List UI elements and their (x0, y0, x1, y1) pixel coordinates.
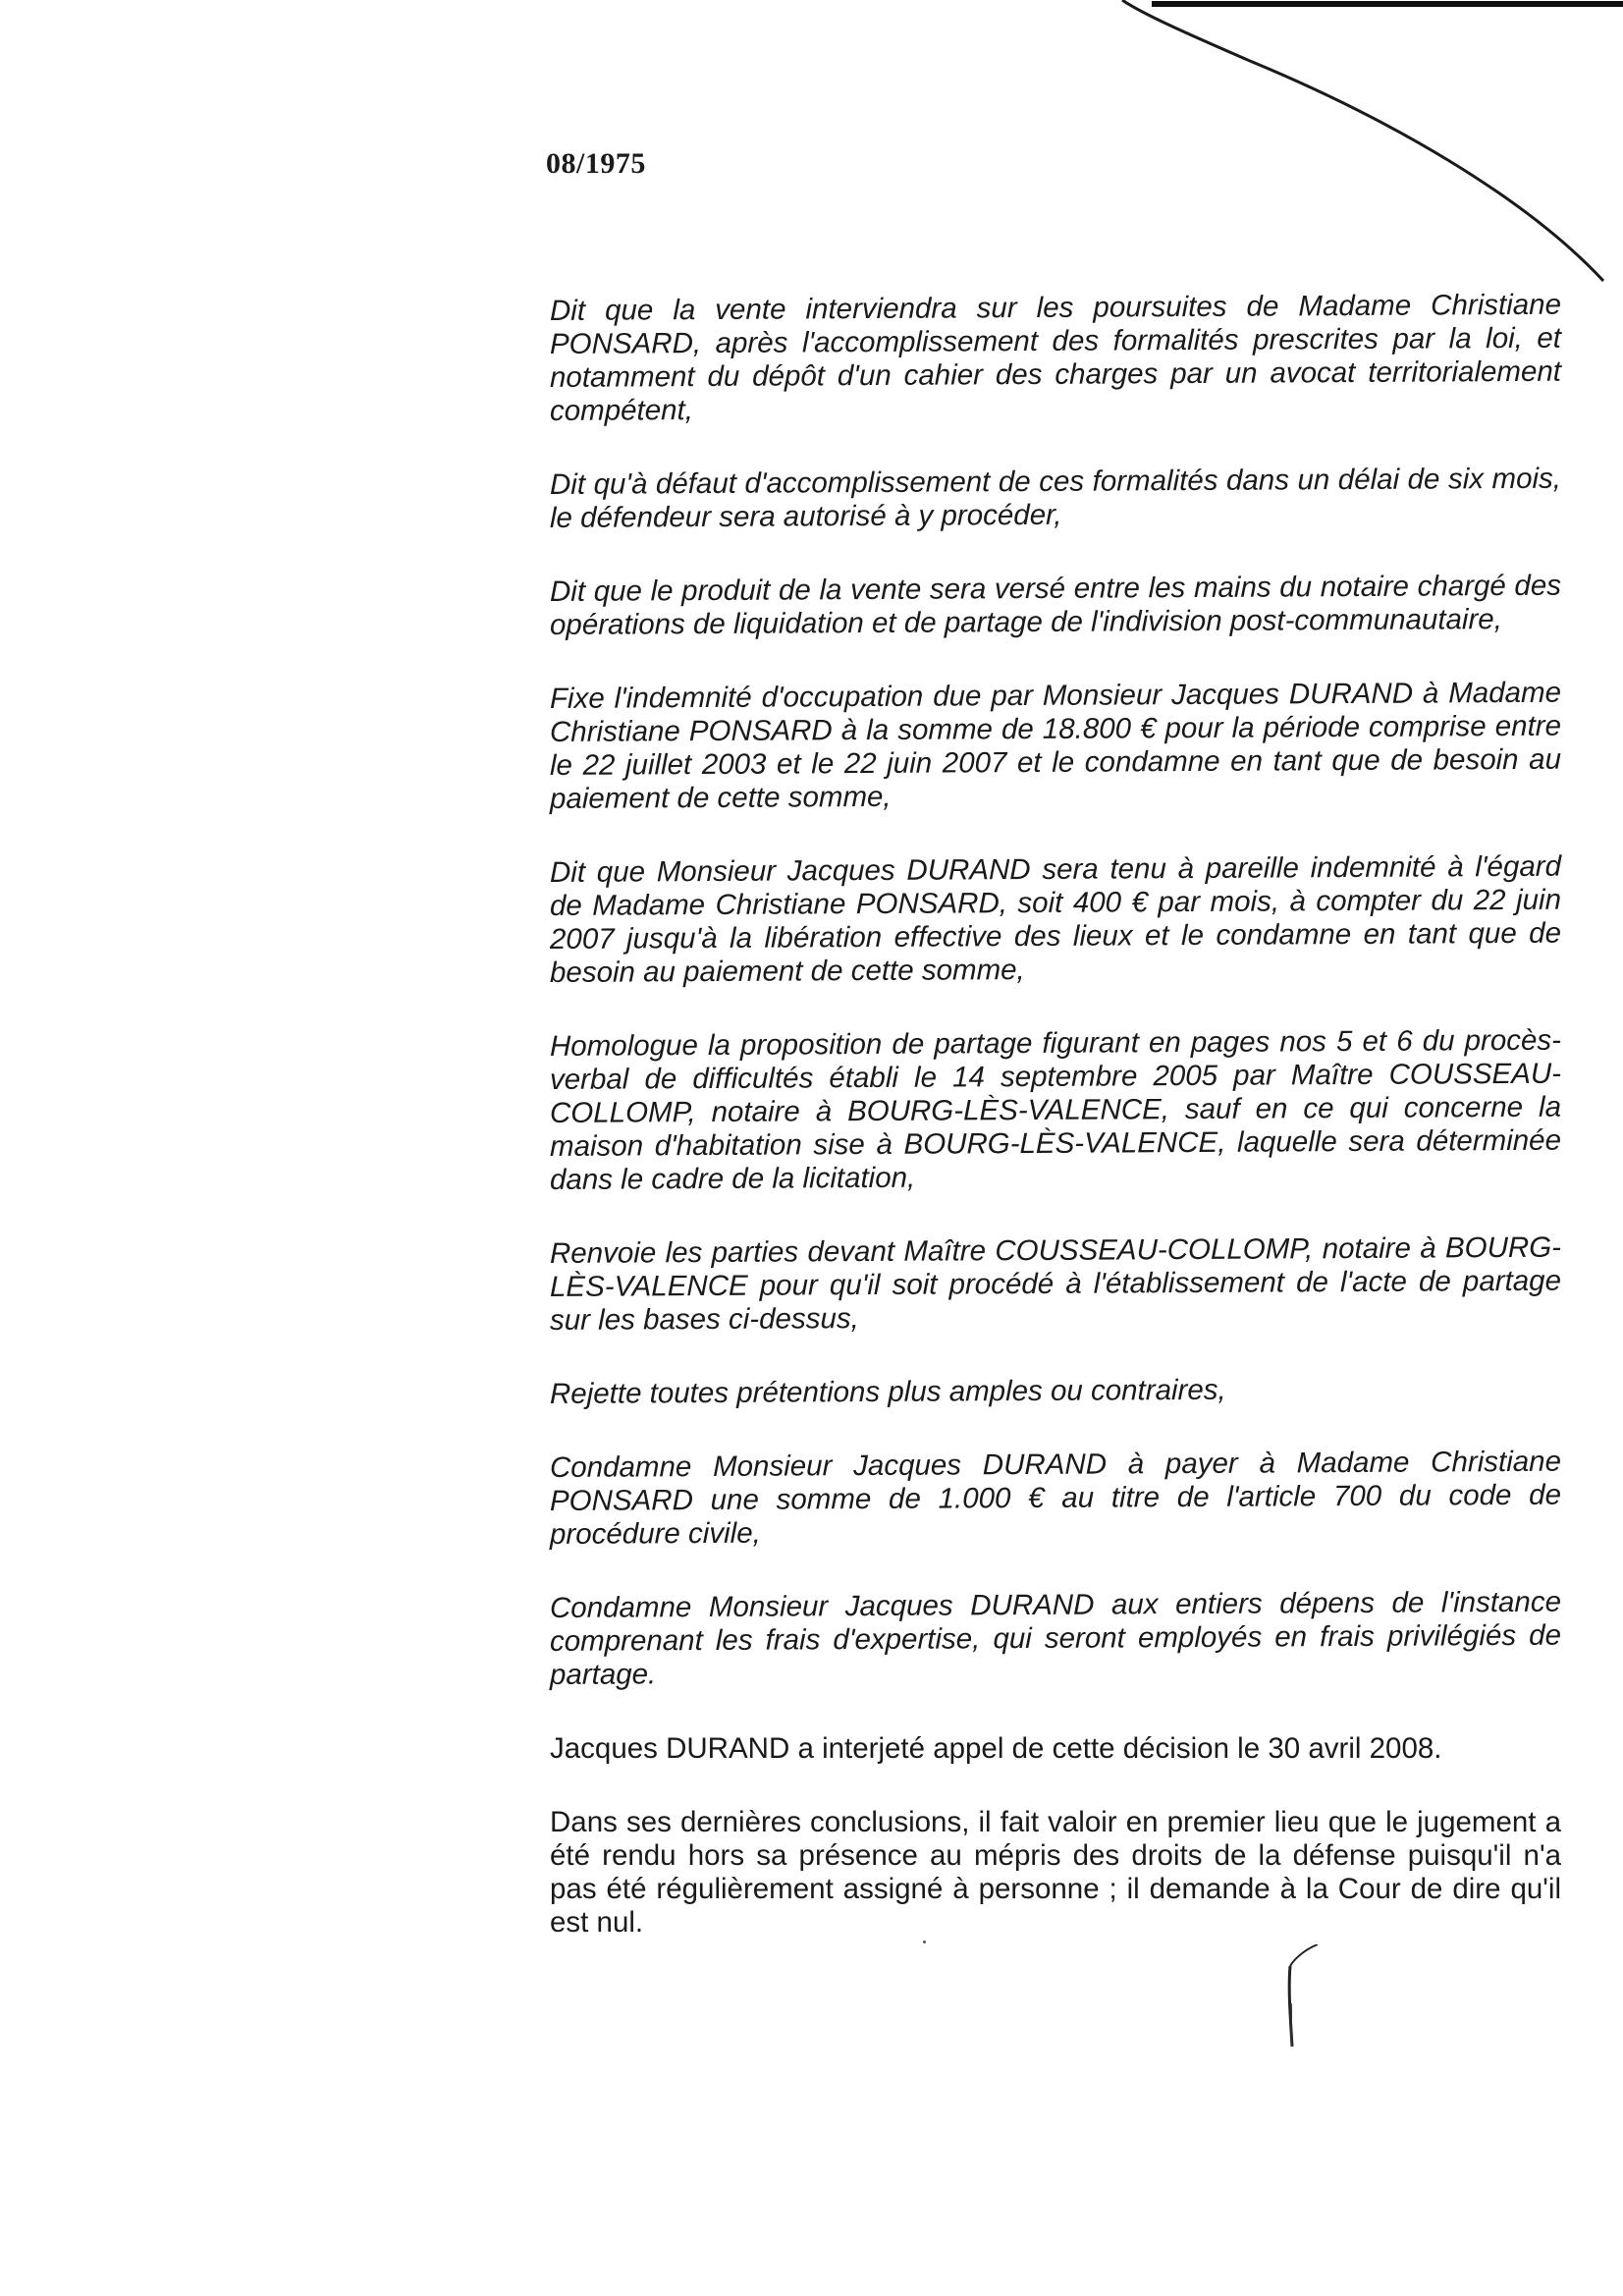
paragraph-renvoie: Renvoie les parties devant Maître COUSSEAU-COLLOMP, notaire à BOURG-LÈS-VALENCE pour qu'il soit procédé à l'établissement de l'acte de partage sur les bases ci-dessus, (550, 1230, 1561, 1337)
paragraph-pareille-indemnite: Dit que Monsieur Jacques DURAND sera tenu à pareille indemnité à l'égard de Madame Christiane PONSARD, soit 400 € par mois, à compter du 22 juin 2007 jusqu'à la libération effective des lieux et le condamne en tant que de besoin au paiement de cette somme, (550, 849, 1561, 989)
judgment-text (550, 288, 1561, 1980)
paragraph-defaut: Dit qu'à défaut d'accomplissement de ces formalités dans un délai de six mois, le défendeur sera autorisé à y procéder, (550, 462, 1561, 534)
case-reference-number: 08/1975 (546, 147, 646, 180)
paragraph-rejette: Rejette toutes prétentions plus amples ou contraires, (550, 1373, 1226, 1410)
paragraph-article-700: Condamne Monsieur Jacques DURAND à payer à Madame Christiane PONSARD une somme de 1.000 € au titre de l'article 700 du code de procédure civile, (550, 1445, 1561, 1551)
paragraph-produit: Dit que le produit de la vente sera versé entre les mains du notaire chargé des opérations de liquidation et de partage de l'indivision post-communautaire, (550, 569, 1561, 641)
folded-corner (1014, 0, 1623, 295)
paragraph-appel: Jacques DURAND a interjeté appel de cette décision le 30 avril 2008. (550, 1732, 1442, 1765)
paragraph-conclusions: Dans ses dernières conclusions, il fait valoir en premier lieu que le jugement a été rendu hors sa présence au mépris des droits de la défense puisqu'il n'a pas été régulièrement assigné à personne ; il demande à la Cour de dire qu'il est nul. (550, 1806, 1561, 1939)
paragraph-vente: Dit que la vente interviendra sur les poursuites de Madame Christiane PONSARD, après l'accomplissement des formalités prescrites par la loi, et notamment du dépôt d'un cahier des charges par un avocat territorialement compétent, (550, 288, 1561, 427)
scan-speck (923, 1941, 926, 1943)
paragraph-indemnite: Fixe l'indemnité d'occupation due par Monsieur Jacques DURAND à Madame Christiane PONSARD à la somme de 18.800 € pour la période comprise entre le 22 juillet 2003 et le 22 juin 2007 et le condamne en tant que de besoin au paiement de cette somme, (550, 676, 1561, 815)
paragraph-homologue: Homologue la proposition de partage figurant en pages nos 5 et 6 du procès-verbal de difficultés établi le 14 septembre 2005 par Maître COUSSEAU-COLLOMP, notaire à BOURG-LÈS-VALENCE, sauf en ce qui concerne la maison d'habitation sise à BOURG-LÈS-VALENCE, laquelle sera déterminée dans le cadre de la licitation, (550, 1023, 1561, 1196)
paragraph-depens: Condamne Monsieur Jacques DURAND aux entiers dépens de l'instance comprenant les frais d'expertise, qui seront employés en frais privilégiés de partage. (550, 1585, 1561, 1691)
initials-signature (1278, 1944, 1327, 2052)
